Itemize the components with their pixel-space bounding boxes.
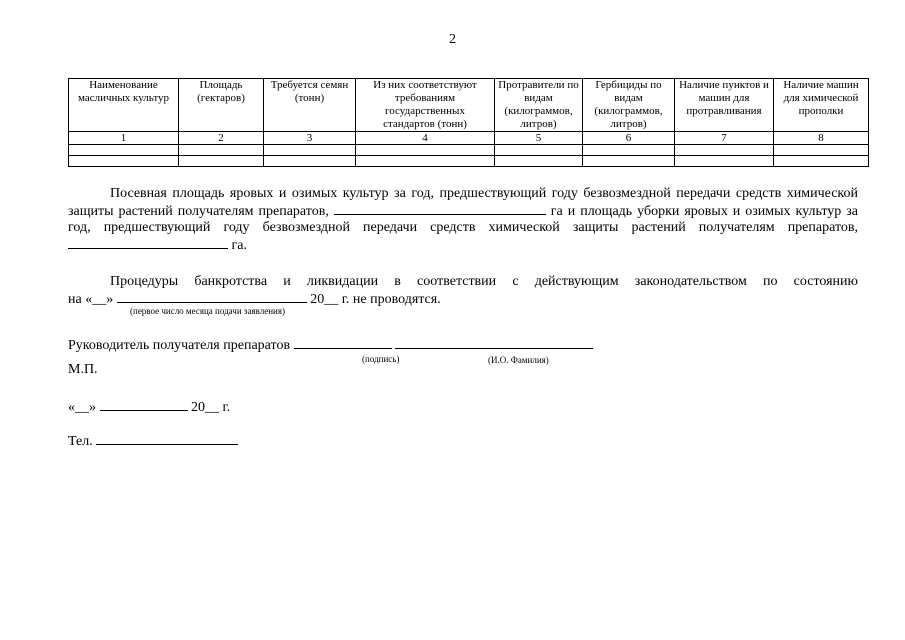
table-cell[interactable] bbox=[583, 156, 675, 167]
signature-label: Руководитель получателя препаратов bbox=[68, 338, 291, 353]
sown-area-paragraph bbox=[68, 186, 858, 254]
sown-area-field[interactable] bbox=[334, 202, 546, 215]
header-cell: Протравители по видам (килограммов, литров) bbox=[495, 79, 583, 132]
header-cell: Наличие пунктов и машин для протравливания bbox=[675, 79, 774, 132]
header-cell: Наименование масличных культур bbox=[69, 79, 179, 132]
column-number: 3 bbox=[264, 132, 356, 145]
harvest-area-text: га и площадь уборки яровых и озимых культур за год, предшествующий году безвозмездной передачи средств химической защиты растений получателям препаратов, bbox=[68, 204, 859, 235]
signature-note: (подпись) bbox=[362, 354, 400, 364]
signature-line bbox=[68, 336, 593, 354]
table-cell[interactable] bbox=[774, 156, 869, 167]
table-cell[interactable] bbox=[675, 156, 774, 167]
signature-field[interactable] bbox=[294, 336, 392, 349]
column-number: 7 bbox=[675, 132, 774, 145]
column-number-row bbox=[69, 132, 869, 145]
bankruptcy-text: Процедуры банкротства и ликвидации в соответствии с действующим законодательством по состоянию bbox=[110, 274, 858, 289]
date-line bbox=[68, 398, 230, 416]
date-suffix: г. bbox=[222, 400, 231, 415]
phone-line bbox=[68, 432, 238, 450]
sown-area-text: Посевная площадь яровых и озимых культур за год, предшествующий году безвозмездной передачи средств химической защиты растений получателям препаратов, bbox=[68, 186, 858, 219]
date-prefix: «__» bbox=[68, 400, 96, 415]
header-cell: Площадь (гектаров) bbox=[179, 79, 264, 132]
bankruptcy-date-prefix: на «__» bbox=[68, 292, 114, 307]
table-cell[interactable] bbox=[69, 156, 179, 167]
table-cell[interactable] bbox=[495, 156, 583, 167]
header-cell: Из них соответствуют требованиям государственных стандартов (тонн) bbox=[356, 79, 495, 132]
area-unit-text: га. bbox=[231, 238, 247, 253]
crop-table bbox=[68, 78, 869, 167]
column-number: 8 bbox=[774, 132, 869, 145]
table-cell[interactable] bbox=[356, 156, 495, 167]
table-cell[interactable] bbox=[264, 145, 356, 156]
header-cell: Наличие машин для химической прополки bbox=[774, 79, 869, 132]
table-cell[interactable] bbox=[179, 156, 264, 167]
page-number: 2 bbox=[449, 32, 456, 47]
table-cell[interactable] bbox=[583, 145, 675, 156]
column-number: 6 bbox=[583, 132, 675, 145]
phone-label: Тел. bbox=[68, 434, 93, 449]
table-header-row bbox=[69, 79, 869, 132]
column-number: 4 bbox=[356, 132, 495, 145]
name-field[interactable] bbox=[395, 336, 593, 349]
column-number: 2 bbox=[179, 132, 264, 145]
bankruptcy-year: 20__ bbox=[310, 292, 339, 307]
name-note: (И.О. Фамилия) bbox=[488, 355, 549, 365]
table-row[interactable] bbox=[69, 145, 869, 156]
header-cell: Требуется семян (тонн) bbox=[264, 79, 356, 132]
bankruptcy-suffix: г. не проводятся. bbox=[341, 292, 441, 307]
table-cell[interactable] bbox=[495, 145, 583, 156]
phone-field[interactable] bbox=[96, 432, 238, 445]
stamp-label: М.П. bbox=[68, 362, 98, 377]
table-cell[interactable] bbox=[675, 145, 774, 156]
bankruptcy-date-note: (первое число месяца подачи заявления) bbox=[130, 306, 285, 316]
table-cell[interactable] bbox=[179, 145, 264, 156]
table-row[interactable] bbox=[69, 156, 869, 167]
bankruptcy-paragraph bbox=[68, 274, 858, 290]
date-year: 20__ bbox=[191, 400, 219, 415]
table-cell[interactable] bbox=[356, 145, 495, 156]
table-cell[interactable] bbox=[774, 145, 869, 156]
table-cell[interactable] bbox=[69, 145, 179, 156]
table-cell[interactable] bbox=[264, 156, 356, 167]
column-number: 1 bbox=[69, 132, 179, 145]
date-field[interactable] bbox=[100, 398, 188, 411]
header-cell: Гербициды по видам (килограммов, литров) bbox=[583, 79, 675, 132]
column-number: 5 bbox=[495, 132, 583, 145]
bankruptcy-date-field[interactable] bbox=[117, 290, 307, 303]
harvest-area-field[interactable] bbox=[68, 236, 228, 249]
